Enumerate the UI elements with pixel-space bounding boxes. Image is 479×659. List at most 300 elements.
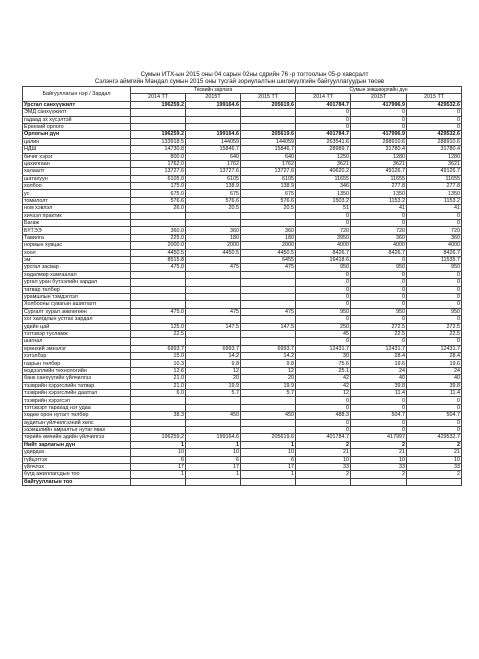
- table-row: [23, 456, 462, 463]
- table-cell: 0: [407, 123, 462, 130]
- table-cell: 175.0: [131, 183, 186, 190]
- table-cell: 17: [186, 463, 241, 470]
- table-cell: 0: [296, 212, 351, 219]
- row-label: хөдөлмөр хамгаалал: [23, 271, 131, 278]
- table-cell: 450: [186, 412, 241, 419]
- table-cell: 576.6: [186, 197, 241, 204]
- table-cell: 0: [351, 397, 407, 404]
- table-row: [23, 478, 462, 485]
- table-cell: [186, 301, 241, 308]
- table-cell: 4450.5: [241, 249, 296, 256]
- row-label: нормын хувцас: [23, 242, 131, 249]
- table-cell: 11535.7: [407, 256, 462, 263]
- table-row: [23, 353, 462, 360]
- table-cell: 21: [407, 449, 462, 456]
- table-cell: 3950: [296, 234, 351, 241]
- table-cell: 0: [407, 419, 462, 426]
- table-cell: 6: [131, 456, 186, 463]
- table-cell: [241, 426, 296, 433]
- table-cell: 199164.6: [186, 101, 241, 108]
- table-cell: 0: [407, 338, 462, 345]
- table-cell: 0: [296, 116, 351, 123]
- table-cell: 6105: [186, 175, 241, 182]
- table-cell: 10: [131, 449, 186, 456]
- table-row: [23, 212, 462, 219]
- table-row: [23, 471, 462, 478]
- table-cell: 0: [351, 271, 407, 278]
- table-cell: 22.5: [131, 330, 186, 337]
- table-cell: 250: [296, 323, 351, 330]
- table-row: [23, 175, 462, 182]
- table-cell: 11655: [407, 175, 462, 182]
- table-row: [23, 390, 462, 397]
- table-row: [23, 375, 462, 382]
- table-cell: 21: [296, 449, 351, 456]
- table-cell: [241, 109, 296, 116]
- row-label: ургал уран бүтээлийн зардал: [23, 279, 131, 286]
- table-cell: 288910.6: [407, 138, 462, 145]
- table-cell: 0: [407, 271, 462, 278]
- row-label: гадаад зх хүсэлтэй: [23, 116, 131, 123]
- row-label: аудитын үйлчилгээний хөлс: [23, 419, 131, 426]
- table-cell: 0: [351, 316, 407, 323]
- table-cell: 138.9: [186, 183, 241, 190]
- table-cell: 0: [351, 293, 407, 300]
- table-cell: 2000.0: [131, 242, 186, 249]
- table-cell: 0: [296, 426, 351, 433]
- group-header-approved: Сумын зөвшөөрлийн дүн: [296, 87, 462, 94]
- table-cell: 360: [186, 227, 241, 234]
- table-cell: [131, 279, 186, 286]
- table-cell: 0: [351, 301, 407, 308]
- table-cell: 675: [186, 190, 241, 197]
- table-cell: 24: [351, 367, 407, 374]
- table-cell: 5.7: [186, 390, 241, 397]
- table-cell: [241, 301, 296, 308]
- table-cell: [131, 293, 186, 300]
- table-cell: 31780.4: [407, 146, 462, 153]
- table-cell: 4450.5: [186, 249, 241, 256]
- table-cell: 0: [407, 404, 462, 411]
- row-label: тээврийн хэрэгсэл: [23, 397, 131, 404]
- table-cell: [186, 279, 241, 286]
- table-cell: 38.3: [131, 412, 186, 419]
- table-cell: 144059: [241, 138, 296, 145]
- table-cell: [131, 116, 186, 123]
- table-cell: 0: [296, 279, 351, 286]
- table-cell: [241, 330, 296, 337]
- row-label: тээврийн хэрэгслийн даатгал: [23, 390, 131, 397]
- table-cell: [241, 286, 296, 293]
- table-cell: [131, 109, 186, 116]
- table-cell: 8426.7: [407, 249, 462, 256]
- table-cell: 450: [241, 412, 296, 419]
- table-cell: 0: [407, 212, 462, 219]
- table-cell: 199164.6: [186, 131, 241, 138]
- table-cell: 24: [407, 367, 462, 374]
- row-label: эм: [23, 256, 131, 263]
- table-cell: [186, 316, 241, 323]
- table-cell: 1153.2: [407, 197, 462, 204]
- table-cell: 950: [351, 308, 407, 315]
- table-row: [23, 426, 462, 433]
- table-cell: 2: [296, 441, 351, 448]
- table-cell: 0: [296, 419, 351, 426]
- table-cell: 21.0: [131, 382, 186, 389]
- table-cell: 401784.7: [296, 131, 351, 138]
- table-row: [23, 367, 462, 374]
- table-cell: 0: [296, 301, 351, 308]
- table-cell: 11.4: [351, 390, 407, 397]
- row-label: хөдөө орон нутагт төлбөр: [23, 412, 131, 419]
- table-cell: 20.5: [241, 205, 296, 212]
- table-cell: 720: [351, 227, 407, 234]
- row-label: холбоо: [23, 183, 131, 190]
- table-cell: 22.5: [407, 330, 462, 337]
- table-cell: [186, 109, 241, 116]
- table-cell: 125.0: [131, 323, 186, 330]
- table-row: [23, 308, 462, 315]
- table-row: [23, 434, 462, 441]
- table-cell: 205619.6: [241, 131, 296, 138]
- table-cell: [241, 123, 296, 130]
- table-cell: 0: [351, 116, 407, 123]
- table-cell: [131, 123, 186, 130]
- table-cell: [186, 271, 241, 278]
- table-cell: 2: [407, 441, 462, 448]
- table-cell: 147.5: [186, 323, 241, 330]
- row-label: бүгд ажиллагсдын тоо: [23, 471, 131, 478]
- row-label: удирдах: [23, 449, 131, 456]
- table-cell: 45: [296, 330, 351, 337]
- table-cell: [131, 220, 186, 227]
- table-cell: 10.3: [131, 360, 186, 367]
- table-row: [23, 234, 462, 241]
- table-cell: 40620.2: [296, 168, 351, 175]
- table-cell: 720: [407, 227, 462, 234]
- table-cell: [241, 279, 296, 286]
- table-cell: [186, 220, 241, 227]
- table-cell: 12: [241, 367, 296, 374]
- row-label: урсгал засвар: [23, 264, 131, 271]
- table-cell: 19.9: [186, 382, 241, 389]
- table-cell: 20: [186, 375, 241, 382]
- table-cell: 6993.7: [131, 345, 186, 352]
- table-cell: 800.0: [131, 153, 186, 160]
- table-cell: 10: [296, 456, 351, 463]
- row-label: удийн цай: [23, 323, 131, 330]
- table-cell: 39.8: [351, 382, 407, 389]
- table-cell: 17: [131, 463, 186, 470]
- table-cell: [131, 212, 186, 219]
- table-row: [23, 168, 462, 175]
- row-label: Холбооны сувагын ашиглалт: [23, 301, 131, 308]
- table-cell: 33: [351, 463, 407, 470]
- table-cell: 3621: [407, 160, 462, 167]
- year-header: 2014 ТТ: [296, 94, 351, 101]
- table-cell: 13727.6: [241, 168, 296, 175]
- row-label: хог хаягдлын устгах зардал: [23, 316, 131, 323]
- table-cell: 196259.2: [131, 101, 186, 108]
- row-label: газрын төлбөр: [23, 360, 131, 367]
- year-header: 2015 ТТ: [407, 94, 462, 101]
- table-cell: 1153.2: [351, 197, 407, 204]
- table-row: [23, 256, 462, 263]
- row-label: тээврийн хэрэгслийн татвар: [23, 382, 131, 389]
- table-cell: [186, 426, 241, 433]
- table-cell: 205619.6: [241, 101, 296, 108]
- table-cell: 475.0: [131, 308, 186, 315]
- table-cell: 950: [296, 264, 351, 271]
- table-cell: [241, 316, 296, 323]
- row-label: үйлчлэх: [23, 463, 131, 470]
- table-cell: 20: [241, 375, 296, 382]
- table-cell: [296, 478, 351, 485]
- row-label: бичиг хэрэг: [23, 153, 131, 160]
- table-cell: [186, 116, 241, 123]
- table-cell: 950: [407, 308, 462, 315]
- table-row: [23, 330, 462, 337]
- table-row: [23, 404, 462, 411]
- table-row: [23, 131, 462, 138]
- table-cell: [131, 338, 186, 345]
- table-cell: [241, 419, 296, 426]
- table-cell: 2000: [241, 242, 296, 249]
- table-cell: 42: [296, 375, 351, 382]
- table-cell: 4000: [296, 242, 351, 249]
- table-cell: 475.0: [131, 264, 186, 271]
- table-cell: 1503.2: [296, 197, 351, 204]
- table-cell: 10: [351, 456, 407, 463]
- table-cell: 4000: [351, 242, 407, 249]
- table-cell: [131, 478, 186, 485]
- row-label: халаалт: [23, 168, 131, 175]
- table-cell: 11655: [351, 175, 407, 182]
- table-cell: 133918.5: [131, 138, 186, 145]
- row-label: Ёрөнхий орлого: [23, 123, 131, 130]
- table-cell: 33: [407, 463, 462, 470]
- table-cell: 28.4: [407, 353, 462, 360]
- table-cell: 180: [186, 234, 241, 241]
- table-cell: 15.0: [131, 353, 186, 360]
- table-cell: 28.4: [351, 353, 407, 360]
- table-cell: 138.9: [241, 183, 296, 190]
- table-cell: 4000: [407, 242, 462, 249]
- table-cell: [186, 330, 241, 337]
- table-cell: 144059: [186, 138, 241, 145]
- table-cell: 640: [241, 153, 296, 160]
- table-cell: 272.5: [407, 323, 462, 330]
- table-cell: 6993.7: [186, 345, 241, 352]
- table-cell: 2: [351, 441, 407, 448]
- table-cell: 272.5: [351, 323, 407, 330]
- table-cell: 360: [351, 234, 407, 241]
- table-cell: 488.3: [296, 412, 351, 419]
- table-cell: [131, 316, 186, 323]
- table-cell: 30: [296, 353, 351, 360]
- row-label: БҮТЭЭ: [23, 227, 131, 234]
- table-cell: 12431.7: [296, 345, 351, 352]
- table-cell: 0: [407, 279, 462, 286]
- table-cell: 0: [407, 286, 462, 293]
- table-cell: 0: [296, 123, 351, 130]
- row-label: Нийт зарлагын дүн: [23, 441, 131, 448]
- table-row: [23, 441, 462, 448]
- table-row: [23, 138, 462, 145]
- table-cell: 39.8: [407, 382, 462, 389]
- table-cell: 0: [407, 220, 462, 227]
- table-cell: 10: [186, 449, 241, 456]
- table-cell: 26.0: [131, 205, 186, 212]
- table-cell: 504.7: [407, 412, 462, 419]
- table-cell: 12.6: [131, 367, 186, 374]
- table-row: [23, 397, 462, 404]
- table-cell: 0: [296, 271, 351, 278]
- row-label: татвар төлбөр: [23, 286, 131, 293]
- table-cell: 6105.0: [131, 175, 186, 182]
- table-cell: [351, 478, 407, 485]
- table-cell: 2000: [186, 242, 241, 249]
- table-row: [23, 338, 462, 345]
- table-cell: 19.6: [351, 360, 407, 367]
- table-cell: 0: [407, 116, 462, 123]
- table-cell: 15846.7: [241, 146, 296, 153]
- table-cell: 22.5: [351, 330, 407, 337]
- table-row: [23, 382, 462, 389]
- table-cell: 0: [296, 397, 351, 404]
- table-cell: 6: [186, 456, 241, 463]
- table-cell: [241, 271, 296, 278]
- table-cell: 1: [241, 471, 296, 478]
- table-cell: [241, 478, 296, 485]
- table-cell: [186, 478, 241, 485]
- year-header: 2015 ТТ: [241, 94, 296, 101]
- table-cell: 14.2: [186, 353, 241, 360]
- table-cell: [131, 397, 186, 404]
- table-cell: 360: [407, 234, 462, 241]
- table-cell: [241, 220, 296, 227]
- table-row: [23, 286, 462, 293]
- table-cell: [241, 397, 296, 404]
- table-cell: [131, 404, 186, 411]
- table-cell: 12431.7: [407, 345, 462, 352]
- row-label: НДШ: [23, 146, 131, 153]
- table-row: [23, 264, 462, 271]
- table-row: [23, 116, 462, 123]
- table-cell: 0: [407, 301, 462, 308]
- table-cell: 196259.2: [131, 434, 186, 441]
- row-label: эзэмшлийн амралтыг нутаг явах: [23, 426, 131, 433]
- table-cell: 0: [351, 404, 407, 411]
- table-cell: 13727.6: [186, 168, 241, 175]
- table-cell: 417996.9: [351, 101, 407, 108]
- row-label: цалин: [23, 138, 131, 145]
- table-cell: 0: [351, 109, 407, 116]
- table-cell: 19.9: [241, 382, 296, 389]
- page-subtitle: Сэлэнгэ аймгийн Мандал сумын 2015 оны тусгай зориулалтын шилжүүлгийн байгууллагуудын төсөв: [94, 78, 385, 85]
- table-cell: 2: [296, 471, 351, 478]
- table-row: [23, 101, 462, 108]
- table-cell: [131, 419, 186, 426]
- table-cell: [131, 426, 186, 433]
- row-label: банк санхүүгийн үйлчилгээ: [23, 375, 131, 382]
- table-cell: 8515.8: [131, 256, 186, 263]
- table-cell: 576.6: [241, 197, 296, 204]
- table-cell: [131, 301, 186, 308]
- table-cell: 1: [186, 441, 241, 448]
- table-row: [23, 345, 462, 352]
- table-row: [23, 205, 462, 212]
- table-cell: 10: [241, 449, 296, 456]
- table-cell: 1350: [296, 190, 351, 197]
- table-cell: 429532.6: [407, 131, 462, 138]
- row-label: хоол: [23, 249, 131, 256]
- table-cell: 0: [351, 419, 407, 426]
- row-label: цахилгаан: [23, 160, 131, 167]
- table-cell: 0: [351, 123, 407, 130]
- table-cell: 475: [186, 308, 241, 315]
- table-cell: 4450.5: [131, 249, 186, 256]
- table-cell: 33: [296, 463, 351, 470]
- table-row: [23, 301, 462, 308]
- table-cell: 0: [296, 286, 351, 293]
- table-cell: 1: [186, 471, 241, 478]
- table-cell: [186, 404, 241, 411]
- table-body: [23, 101, 462, 485]
- table-cell: 1762.0: [131, 160, 186, 167]
- table-cell: [241, 338, 296, 345]
- table-cell: 225.0: [131, 234, 186, 241]
- table-cell: 0: [351, 212, 407, 219]
- table-cell: [241, 116, 296, 123]
- table-cell: 475: [186, 264, 241, 271]
- table-cell: 17: [241, 463, 296, 470]
- table-row: [23, 463, 462, 470]
- row-label: ус: [23, 190, 131, 197]
- budget-table: [22, 86, 462, 486]
- year-header: 2015Т: [351, 94, 407, 101]
- table-cell: 0: [407, 293, 462, 300]
- table-cell: 40: [407, 375, 462, 382]
- row-label: тэтгэвэр тусламж: [23, 330, 131, 337]
- table-cell: 0: [407, 316, 462, 323]
- table-cell: 31780.4: [351, 146, 407, 153]
- table-cell: [186, 123, 241, 130]
- table-cell: 199164.6: [186, 434, 241, 441]
- table-cell: 417997: [351, 434, 407, 441]
- row-label: Урсгал санхүүжилт: [23, 101, 131, 108]
- table-cell: 11655: [296, 175, 351, 182]
- table-cell: 3621: [351, 160, 407, 167]
- table-cell: 950: [351, 264, 407, 271]
- table-cell: 42: [296, 382, 351, 389]
- table-cell: 0: [296, 338, 351, 345]
- table-cell: 0: [296, 404, 351, 411]
- table-cell: 0: [407, 426, 462, 433]
- table-cell: 0: [351, 338, 407, 345]
- table-cell: 10: [407, 456, 462, 463]
- table-cell: [131, 271, 186, 278]
- table-cell: 28989.7: [296, 146, 351, 153]
- table-cell: 0: [296, 220, 351, 227]
- table-cell: 75.6: [296, 360, 351, 367]
- table-cell: 1: [131, 441, 186, 448]
- table-cell: 0: [407, 109, 462, 116]
- table-cell: 12431.7: [351, 345, 407, 352]
- table-cell: [186, 397, 241, 404]
- row-label: томилолт: [23, 197, 131, 204]
- table-row: [23, 227, 462, 234]
